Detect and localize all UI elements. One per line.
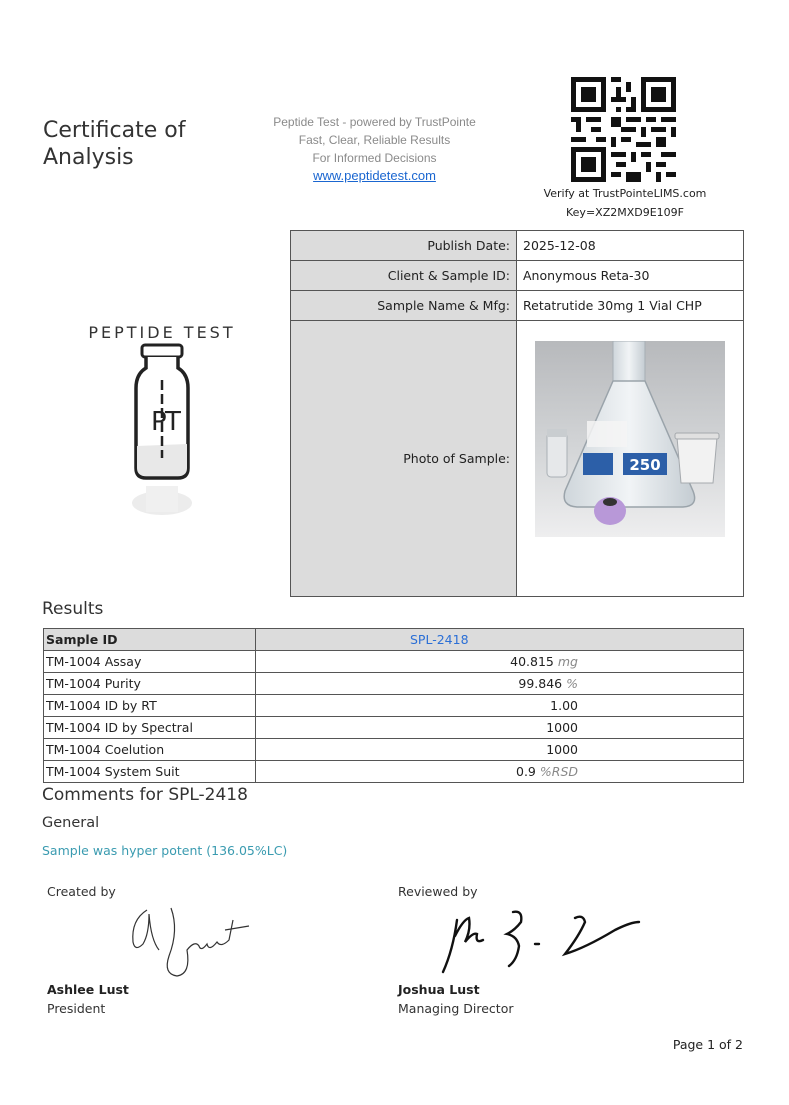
value-number: 1000 (546, 720, 578, 735)
test-value (256, 695, 744, 717)
comments-heading: Comments for SPL-2418 (42, 785, 248, 805)
value-unit: %RSD (539, 764, 578, 779)
client-label: Client & Sample ID: (291, 261, 517, 291)
page-title (43, 117, 185, 171)
table-row (44, 695, 744, 717)
reviewer-role: Managing Director (398, 1001, 514, 1016)
logo-mark-p: P (151, 407, 167, 437)
lab-banner (262, 113, 487, 185)
info-row-sample-name (291, 291, 744, 321)
sample-name-label: Sample Name & Mfg: (291, 291, 517, 321)
publish-date-label: Publish Date: (291, 231, 517, 261)
general-subheading: General (42, 815, 100, 831)
table-row (44, 761, 744, 783)
value-number: 0.9 (516, 764, 536, 779)
sample-id-header: Sample ID (44, 629, 256, 651)
creator-name: Ashlee Lust (47, 982, 129, 997)
title-line-2: Analysis (43, 145, 134, 170)
reviewed-by-label: Reviewed by (398, 884, 478, 899)
publish-date-value: 2025-12-08 (517, 231, 744, 261)
creator-role: President (47, 1001, 106, 1016)
results-table (43, 628, 744, 783)
tagline-1: Peptide Test - powered by TrustPointe (273, 115, 476, 129)
sample-photo[interactable] (535, 341, 725, 537)
tagline-3: For Informed Decisions (312, 151, 437, 165)
test-label: TM-1004 Assay (44, 651, 256, 673)
sample-name-value: Retatrutide 30mg 1 Vial CHP (517, 291, 744, 321)
test-value (256, 761, 744, 783)
comment-text: Sample was hyper potent (136.05%LC) (42, 843, 288, 858)
created-by-label: Created by (47, 884, 116, 899)
sample-id-link[interactable]: SPL-2418 (256, 629, 744, 651)
info-row-client (291, 261, 744, 291)
flask-volume-marking: 250 (629, 456, 661, 474)
client-value: Anonymous Reta-30 (517, 261, 744, 291)
table-row (44, 651, 744, 673)
test-value (256, 673, 744, 695)
value-unit: mg (557, 654, 578, 669)
info-row-publish-date (291, 231, 744, 261)
signature-ashlee (125, 900, 265, 982)
signature-joshua (435, 900, 645, 978)
value-number: 1.00 (550, 698, 578, 713)
test-value (256, 739, 744, 761)
test-label: TM-1004 ID by RT (44, 695, 256, 717)
logo-brand-text: PEPTIDE TEST (88, 323, 236, 342)
logo-mark-t: T (165, 407, 181, 437)
value-number: 40.815 (510, 654, 554, 669)
verify-url: Verify at TrustPointeLIMS.com (543, 187, 707, 200)
tagline-2: Fast, Clear, Reliable Results (298, 133, 451, 147)
peptide-test-logo (80, 318, 250, 528)
website-link[interactable]: www.peptidetest.com (313, 168, 436, 183)
test-label: TM-1004 Purity (44, 673, 256, 695)
verification-info (520, 184, 730, 222)
results-heading: Results (42, 599, 104, 619)
test-label: TM-1004 ID by Spectral (44, 717, 256, 739)
table-row (44, 717, 744, 739)
value-number: 99.846 (518, 676, 563, 691)
title-line-1: Certificate of (43, 118, 186, 143)
page-number: Page 1 of 2 (672, 1037, 743, 1052)
verify-key: Key=XZ2MXD9E109F (566, 206, 684, 219)
test-label: TM-1004 System Suit (44, 761, 256, 783)
qr-code-icon[interactable] (571, 77, 676, 182)
test-value (256, 717, 744, 739)
table-row (44, 673, 744, 695)
table-row (44, 739, 744, 761)
value-unit: % (566, 676, 578, 691)
reviewer-name: Joshua Lust (398, 982, 480, 997)
results-header-row (44, 629, 744, 651)
photo-label: Photo of Sample: (291, 321, 517, 597)
test-label: TM-1004 Coelution (44, 739, 256, 761)
test-value (256, 651, 744, 673)
value-number: 1000 (546, 742, 578, 757)
